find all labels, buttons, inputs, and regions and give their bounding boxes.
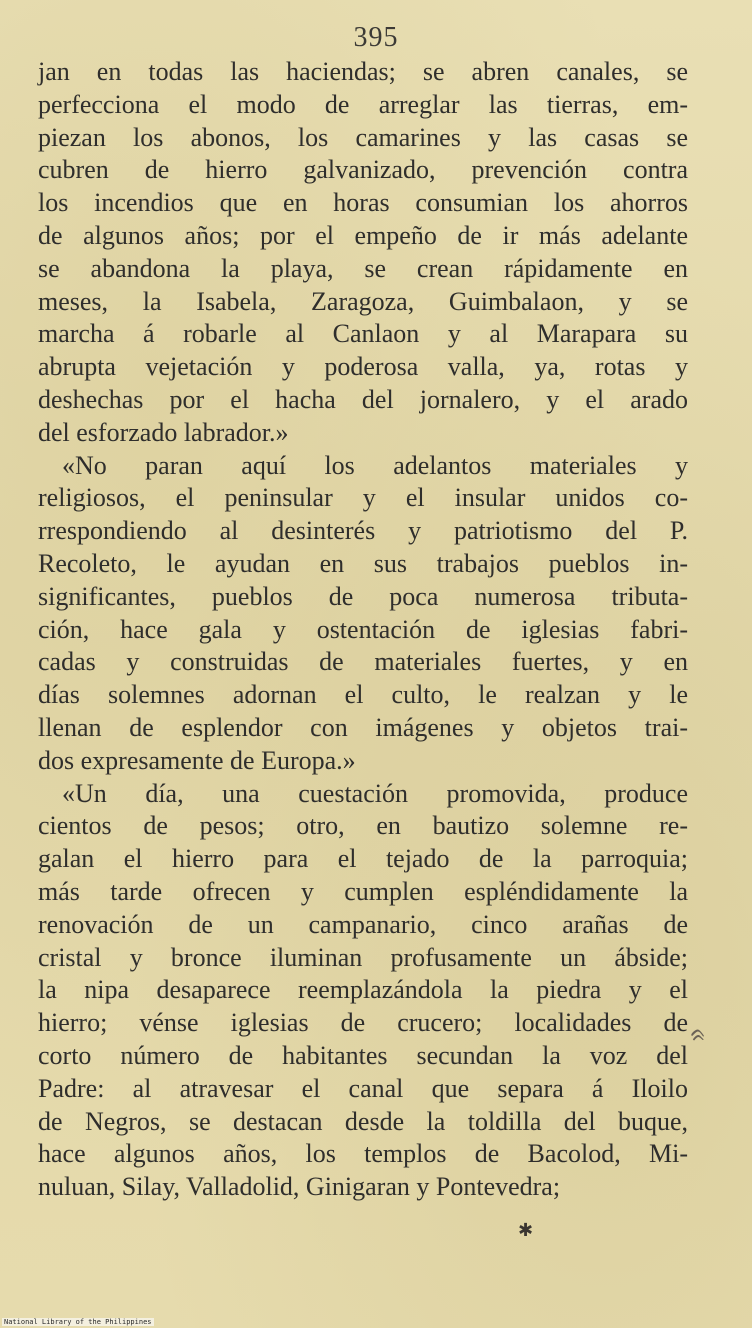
text-line: Padre: al atravesar el canal que separa á Iloilo <box>38 1073 688 1103</box>
printer-mark: ✱ <box>518 1220 534 1241</box>
text-line: cristal y bronce iluminan profusamente un ábside; <box>38 942 688 972</box>
paragraph-1 <box>38 56 688 450</box>
text-line: «Un día, una cuestación promovida, produce <box>62 778 688 808</box>
text-line: marcha á robarle al Canlaon y al Marapara su <box>38 319 688 349</box>
text-line: renovación de un campanario, cinco arañas de <box>38 909 688 939</box>
text-line: cadas y construidas de materiales fuertes, y en <box>38 647 688 677</box>
text-line: cubren de hierro galvanizado, prevención contra <box>38 155 688 185</box>
text-line: llenan de esplendor con imágenes y objetos trai- <box>38 712 688 742</box>
paragraph-3 <box>38 778 688 1204</box>
text-line: del esforzado labrador.» <box>38 417 289 447</box>
text-line: hace algunos años, los templos de Bacolod, Mi- <box>38 1139 688 1169</box>
text-line: perfecciona el modo de arreglar las tierras, em- <box>38 89 688 119</box>
text-line: más tarde ofrecen y cumplen espléndidamente la <box>38 876 688 906</box>
text-line: significantes, pueblos de poca numerosa tributa- <box>38 581 688 611</box>
page-number: 395 <box>353 22 399 53</box>
text-line: ción, hace gala y ostentación de iglesias fabri- <box>38 614 688 644</box>
paragraph-2 <box>38 450 688 778</box>
text-line: se abandona la playa, se crean rápidamente en <box>38 253 688 283</box>
text-line: deshechas por el hacha del jornalero, y el arado <box>38 384 688 414</box>
text-line: dos expresamente de Europa.» <box>38 745 356 775</box>
text-line: jan en todas las haciendas; se abren canales, se <box>38 57 688 86</box>
text-line: de Negros, se destacan desde la toldilla del buque, <box>38 1106 688 1136</box>
text-line: días solemnes adornan el culto, le realzan y le <box>38 680 688 710</box>
text-line: cientos de pesos; otro, en bautizo solemne re- <box>38 811 688 841</box>
text-line: piezan los abonos, los camarines y las casas se <box>38 122 688 152</box>
body-text <box>38 56 688 1204</box>
margin-mark: ᨑ <box>690 1022 707 1047</box>
text-line: hierro; vénse iglesias de crucero; localidades de <box>38 1008 688 1038</box>
text-line: meses, la Isabela, Zaragoza, Guimbalaon, y se <box>38 286 688 316</box>
text-line: la nipa desaparece reemplazándola la piedra y el <box>38 975 688 1005</box>
text-line: nuluan, Silay, Valladolid, Ginigaran y Pontevedra; <box>38 1172 561 1202</box>
text-line: Recoleto, le ayudan en sus trabajos pueblos in- <box>38 548 688 578</box>
text-line: religiosos, el peninsular y el insular unidos co- <box>38 483 688 513</box>
text-line: rrespondiendo al desinterés y patriotismo del P. <box>38 516 688 546</box>
text-line: «No paran aquí los adelantos materiales y <box>62 450 688 480</box>
library-footer: National Library of the Philippines <box>4 1318 152 1326</box>
text-line: los incendios que en horas consumian los ahorros <box>38 188 688 218</box>
text-line: corto número de habitantes secundan la voz del <box>38 1040 688 1070</box>
text-line: galan el hierro para el tejado de la parroquia; <box>38 844 688 874</box>
text-line: abrupta vejetación y poderosa valla, ya, rotas y <box>38 352 688 382</box>
text-line: de algunos años; por el empeño de ir más adelante <box>38 220 688 250</box>
